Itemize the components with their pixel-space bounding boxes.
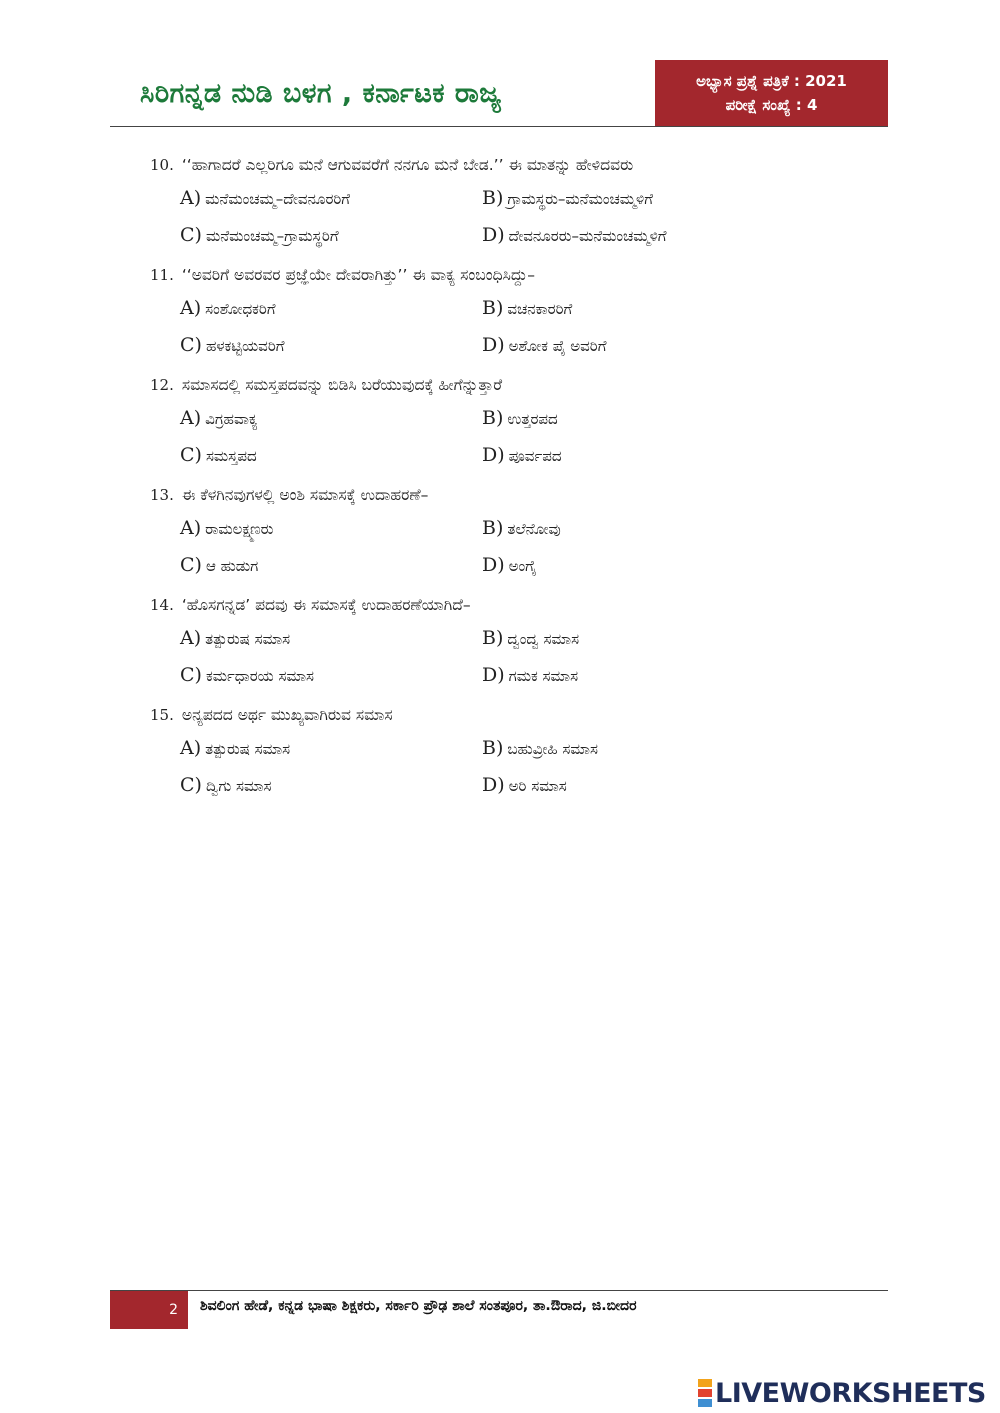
option-letter: C) (180, 224, 202, 246)
option-d[interactable] (482, 217, 784, 254)
option-c[interactable] (180, 327, 482, 364)
question-prompt: ಸಮಾಸದಲ್ಲಿ ಸಮಸ್ತಪದವನ್ನು ಬಿಡಿಸಿ ಬರೆಯುವುದಕ್ಕೆ ಹೀಗೆನ್ನುತ್ತಾರೆ (181, 376, 503, 394)
option-letter: A) (180, 517, 202, 539)
option-letter: A) (180, 187, 202, 209)
options (150, 620, 890, 694)
question-number: 14. (150, 596, 174, 614)
option-c[interactable] (180, 437, 482, 474)
question-prompt: ‘ಹೊಸಗನ್ನಡ’ ಪದವು ಈ ಸಮಾಸಕ್ಕೆ ಉದಾಹರಣೆಯಾಗಿದೆ– (181, 596, 471, 614)
option-text: ಗಮಕ ಸಮಾಸ (508, 667, 579, 685)
option-c[interactable] (180, 657, 482, 694)
option-b[interactable] (482, 290, 784, 327)
option-b[interactable] (482, 620, 784, 657)
option-text: ಆ ಹುಡುಗ (205, 557, 259, 575)
question-text (150, 370, 890, 400)
option-a[interactable] (180, 510, 482, 547)
options (150, 730, 890, 804)
option-letter: C) (180, 664, 202, 686)
liveworksheets-wordmark: LIVEWORKSHEETS (715, 1377, 986, 1409)
option-text: ಮನೆಮಂಚಮ್ಮ–ಗ್ರಾಮಸ್ಥರಿಗೆ (205, 227, 339, 245)
options (150, 180, 890, 254)
option-c[interactable] (180, 767, 482, 804)
option-letter: A) (180, 297, 202, 319)
option-text: ಅಶೋಕ ಪೈ ಅವರಿಗೆ (508, 337, 607, 355)
option-letter: B) (482, 517, 504, 539)
option-text: ವಿಗ್ರಹವಾಕ್ಯ (205, 410, 258, 428)
options (150, 510, 890, 584)
option-text: ತತ್ಪುರುಷ ಸಮಾಸ (205, 630, 291, 648)
option-letter: B) (482, 627, 504, 649)
exam-info-box (655, 60, 888, 126)
option-letter: A) (180, 737, 202, 759)
option-letter: A) (180, 407, 202, 429)
option-text: ಪೂರ್ವಪದ (508, 447, 562, 465)
option-text: ವಚನಕಾರರಿಗೆ (507, 300, 573, 318)
option-text: ದ್ವಂದ್ವ ಸಮಾಸ (507, 630, 580, 648)
option-text: ಉತ್ತರಪದ (507, 410, 558, 428)
exam-year-label: ಅಭ್ಯಾಸ ಪ್ರಶ್ನೆ ಪತ್ರಿಕೆ : 2021 (696, 72, 847, 90)
option-letter: C) (180, 444, 202, 466)
option-d[interactable] (482, 437, 784, 474)
question-text (150, 590, 890, 620)
option-c[interactable] (180, 547, 482, 584)
option-text: ಸಮಸ್ತಪದ (205, 447, 257, 465)
option-letter: C) (180, 774, 202, 796)
badge-stripe (698, 1389, 712, 1397)
option-text: ಬಹುವ್ರೀಹಿ ಸಮಾಸ (507, 740, 598, 758)
question-text (150, 260, 890, 290)
header-title: ಸಿರಿಗನ್ನಡ ನುಡಿ ಬಳಗ , ಕರ್ನಾಟಕ ರಾಜ್ಯ (140, 78, 502, 109)
option-letter: C) (180, 334, 202, 356)
option-letter: D) (482, 554, 505, 576)
question-12 (150, 370, 890, 474)
liveworksheets-logo[interactable] (698, 1378, 986, 1408)
option-text: ದೇವನೂರರು–ಮನೆಮಂಚಮ್ಮಳಿಗೆ (508, 227, 667, 245)
option-text: ಹಳಕಟ್ಟಿಯವರಿಗೆ (205, 337, 285, 355)
option-a[interactable] (180, 290, 482, 327)
option-d[interactable] (482, 547, 784, 584)
question-15 (150, 700, 890, 804)
question-prompt: ಅನ್ಯಪದದ ಅರ್ಥ ಮುಖ್ಯವಾಗಿರುವ ಸಮಾಸ (181, 706, 393, 724)
question-10 (150, 150, 890, 254)
option-letter: D) (482, 444, 505, 466)
option-text: ರಾಮಲಕ್ಷ್ಮಣರು (205, 520, 274, 538)
option-text: ತಲೆನೋವು (507, 520, 561, 538)
options (150, 400, 890, 474)
badge-stripe (698, 1399, 712, 1407)
options (150, 290, 890, 364)
question-14 (150, 590, 890, 694)
option-a[interactable] (180, 180, 482, 217)
footer-divider (110, 1290, 888, 1291)
option-a[interactable] (180, 400, 482, 437)
question-text (150, 150, 890, 180)
option-letter: B) (482, 737, 504, 759)
option-letter: D) (482, 664, 505, 686)
exam-number-label: ಪರೀಕ್ಷೆ ಸಂಖ್ಯೆ : 4 (725, 96, 818, 114)
question-number: 13. (150, 486, 174, 504)
page-number: 2 (110, 1291, 188, 1329)
option-a[interactable] (180, 620, 482, 657)
option-text: ಕರ್ಮಧಾರಯ ಸಮಾಸ (205, 667, 314, 685)
option-b[interactable] (482, 400, 784, 437)
question-prompt: ‘‘ಅವರಿಗೆ ಅವರವರ ಪ್ರಜ್ಞೆಯೇ ದೇವರಾಗಿತ್ತು’’ ಈ ವಾಕ್ಯ ಸಂಬಂಧಿಸಿದ್ದು– (181, 266, 535, 284)
option-text: ಗ್ರಾಮಸ್ಥರು–ಮನೆಮಂಚಮ್ಮಳಿಗೆ (507, 190, 653, 208)
question-prompt: ‘‘ಹಾಗಾದರೆ ಎಲ್ಲರಿಗೂ ಮನೆ ಆಗುವವರೆಗೆ ನನಗೂ ಮನೆ ಬೇಡ.’’ ಈ ಮಾತನ್ನು ಹೇಳಿದವರು (181, 156, 634, 174)
option-letter: B) (482, 407, 504, 429)
option-letter: D) (482, 224, 505, 246)
question-list (150, 150, 890, 810)
option-text: ದ್ವಿಗು ಸಮಾಸ (205, 777, 272, 795)
option-letter: C) (180, 554, 202, 576)
option-text: ಅರಿ ಸಮಾಸ (508, 777, 567, 795)
option-d[interactable] (482, 327, 784, 364)
question-number: 10. (150, 156, 174, 174)
option-d[interactable] (482, 657, 784, 694)
live-badge-icon (698, 1379, 712, 1407)
question-text (150, 480, 890, 510)
option-a[interactable] (180, 730, 482, 767)
option-text: ತತ್ಪುರುಷ ಸಮಾಸ (205, 740, 291, 758)
question-prompt: ಈ ಕೆಳಗಿನವುಗಳಲ್ಲಿ ಅಂಶಿ ಸಮಾಸಕ್ಕೆ ಉದಾಹರಣೆ– (181, 486, 429, 504)
question-11 (150, 260, 890, 364)
option-b[interactable] (482, 730, 784, 767)
question-number: 15. (150, 706, 174, 724)
option-letter: D) (482, 774, 505, 796)
question-number: 11. (150, 266, 174, 284)
question-text (150, 700, 890, 730)
option-text: ಮನೆಮಂಚಮ್ಮ–ದೇವನೂರರಿಗೆ (205, 190, 351, 208)
option-d[interactable] (482, 767, 784, 804)
option-letter: B) (482, 187, 504, 209)
option-letter: A) (180, 627, 202, 649)
option-b[interactable] (482, 510, 784, 547)
option-c[interactable] (180, 217, 482, 254)
badge-stripe (698, 1379, 712, 1387)
option-text: ಅಂಗೈ (508, 557, 537, 575)
footer-author: ಶಿವಲಿಂಗ ಹೇಡೆ, ಕನ್ನಡ ಭಾಷಾ ಶಿಕ್ಷಕರು, ಸರ್ಕಾರಿ ಪ್ರೌಢ ಶಾಲೆ ಸಂತಪೂರ, ತಾ.ಔರಾದ, ಜಿ.ಬೀದರ (200, 1298, 637, 1314)
question-13 (150, 480, 890, 584)
option-b[interactable] (482, 180, 784, 217)
header-divider (110, 126, 888, 127)
option-letter: B) (482, 297, 504, 319)
option-text: ಸಂಶೋಧಕರಿಗೆ (205, 300, 276, 318)
question-number: 12. (150, 376, 174, 394)
option-letter: D) (482, 334, 505, 356)
